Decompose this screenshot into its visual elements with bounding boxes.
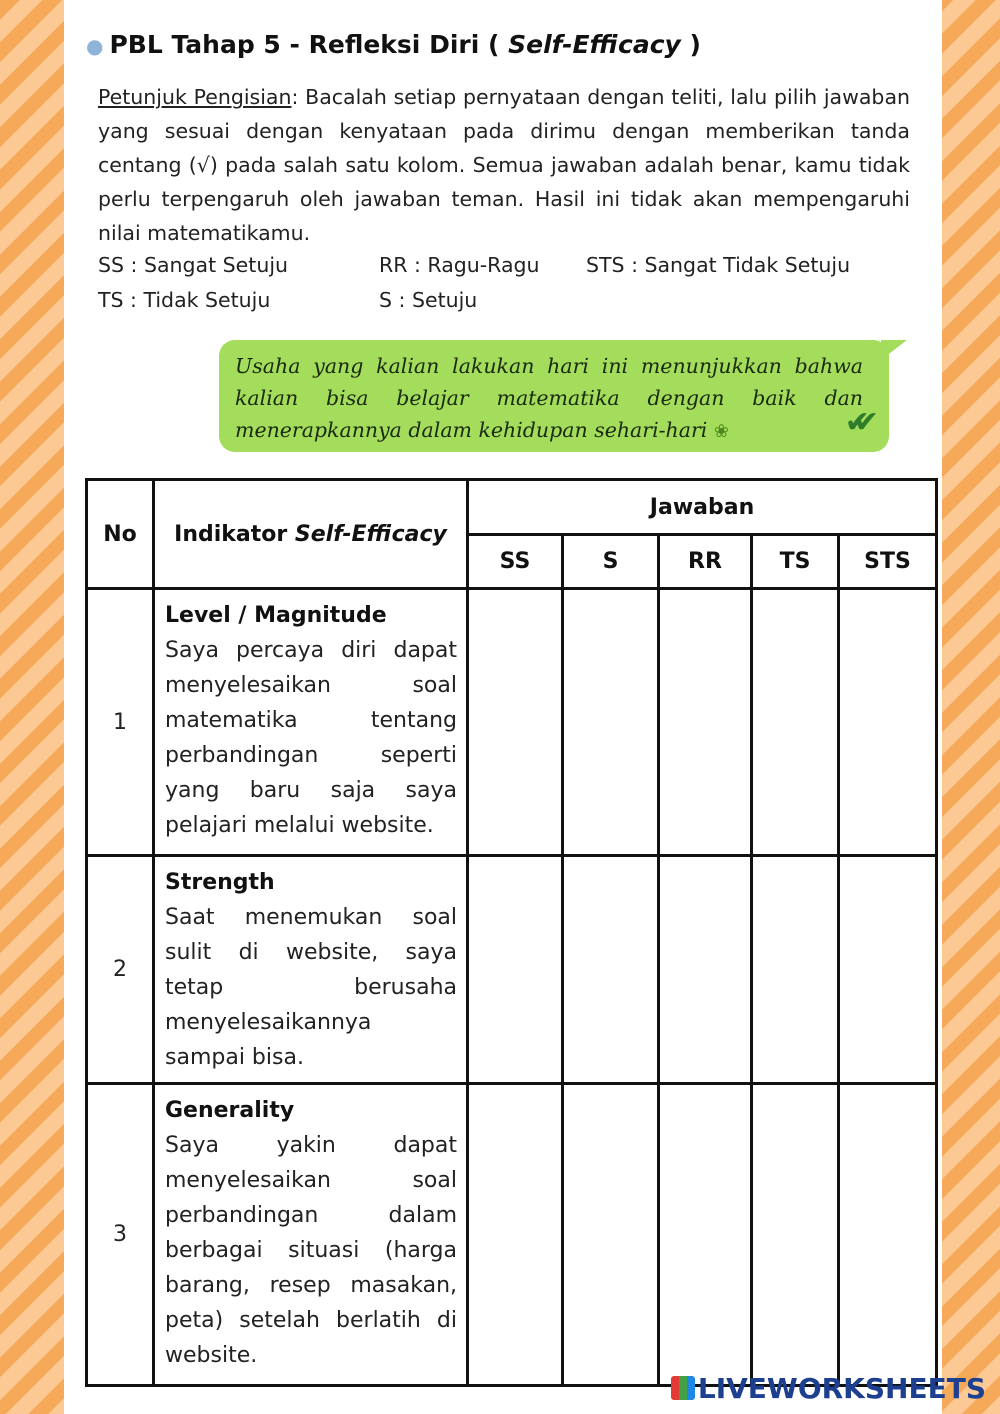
legend-s: S : Setuju <box>379 288 478 312</box>
answer-cell-s[interactable] <box>563 589 659 856</box>
answer-cell-ts[interactable] <box>752 856 839 1084</box>
header-indikator: Indikator Self-Efficacy <box>154 480 468 589</box>
header-s: S <box>563 535 659 589</box>
note-tail <box>881 340 907 360</box>
indicator-heading: Level / Magnitude <box>165 603 387 628</box>
answer-cell-s[interactable] <box>563 1084 659 1386</box>
header-rr: RR <box>659 535 752 589</box>
row-number: 3 <box>87 1084 154 1386</box>
indicator-heading: Generality <box>165 1098 295 1123</box>
answer-cell-ts[interactable] <box>752 589 839 856</box>
header-ss: SS <box>468 535 563 589</box>
page-title: ● PBL Tahap 5 - Refleksi Diri ( Self-Efficacy ) <box>86 30 701 59</box>
instructions-label: Petunjuk Pengisian <box>98 85 292 109</box>
answer-cell-ss[interactable] <box>468 589 563 856</box>
check-symbol: √ <box>196 153 210 177</box>
indicator-text: Saat menemukan soal sulit di website, saya tetap berusaha menyelesaikannya sampai bisa. <box>165 905 457 1070</box>
table-row <box>87 1084 937 1386</box>
self-efficacy-table <box>85 478 938 1387</box>
thought-bubble-icon: ● <box>86 34 104 58</box>
answer-cell-rr[interactable] <box>659 856 752 1084</box>
answer-cell-rr[interactable] <box>659 1084 752 1386</box>
table-row <box>87 589 937 856</box>
sprout-icon: ❀ <box>713 421 729 442</box>
row-number: 2 <box>87 856 154 1084</box>
indicator-text: Saya percaya diri dapat menyelesaikan soal matematika tentang perbandingan seperti yang baru saja saya pelajari melalui website. <box>165 638 457 838</box>
answer-cell-ts[interactable] <box>752 1084 839 1386</box>
answer-cell-s[interactable] <box>563 856 659 1084</box>
double-check-icon: ✔✔ <box>844 405 863 440</box>
legend-ts: TS : Tidak Setuju <box>98 288 271 312</box>
note-text: Usaha yang kalian lakukan hari ini menunjukkan bahwa kalian bisa belajar matematika dengan baik dan menerapkannya dalam kehidupan sehari-hari <box>235 354 863 442</box>
header-jawaban: Jawaban <box>468 480 937 535</box>
liveworksheets-logo-icon <box>671 1376 695 1400</box>
legend-ss: SS : Sangat Setuju <box>98 253 289 277</box>
indicator-heading: Strength <box>165 870 275 895</box>
answer-cell-ss[interactable] <box>468 856 563 1084</box>
instructions: Petunjuk Pengisian: Bacalah setiap pernyataan dengan teliti, lalu pilih jawaban yang sesuai dengan kenyataan pada dirimu dengan memberikan tanda centang (√) pada salah satu kolom. Semua jawaban adalah benar, kamu tidak perlu terpengaruh oleh jawaban teman. Hasil ini tidak akan mempengaruhi nilai matematikamu. <box>98 85 911 245</box>
answer-cell-sts[interactable] <box>839 856 937 1084</box>
table-row <box>87 856 937 1084</box>
liveworksheets-logo: LIVEWORKSHEETS <box>671 1372 986 1405</box>
row-number: 1 <box>87 589 154 856</box>
indicator-cell <box>154 856 468 1084</box>
header-ts: TS <box>752 535 839 589</box>
legend-sts: STS : Sangat Tidak Setuju <box>586 253 851 277</box>
header-no: No <box>87 480 154 589</box>
answer-cell-sts[interactable] <box>839 1084 937 1386</box>
legend-rr: RR : Ragu-Ragu <box>379 253 540 277</box>
answer-cell-sts[interactable] <box>839 589 937 856</box>
worksheet-page <box>64 0 942 1414</box>
motivation-note <box>219 340 889 452</box>
indicator-cell <box>154 589 468 856</box>
indicator-text: Saya yakin dapat menyelesaikan soal perbandingan dalam berbagai situasi (harga barang, resep masakan, peta) setelah berlatih di website. <box>165 1133 457 1368</box>
answer-cell-rr[interactable] <box>659 589 752 856</box>
indicator-cell <box>154 1084 468 1386</box>
answer-cell-ss[interactable] <box>468 1084 563 1386</box>
header-sts: STS <box>839 535 937 589</box>
